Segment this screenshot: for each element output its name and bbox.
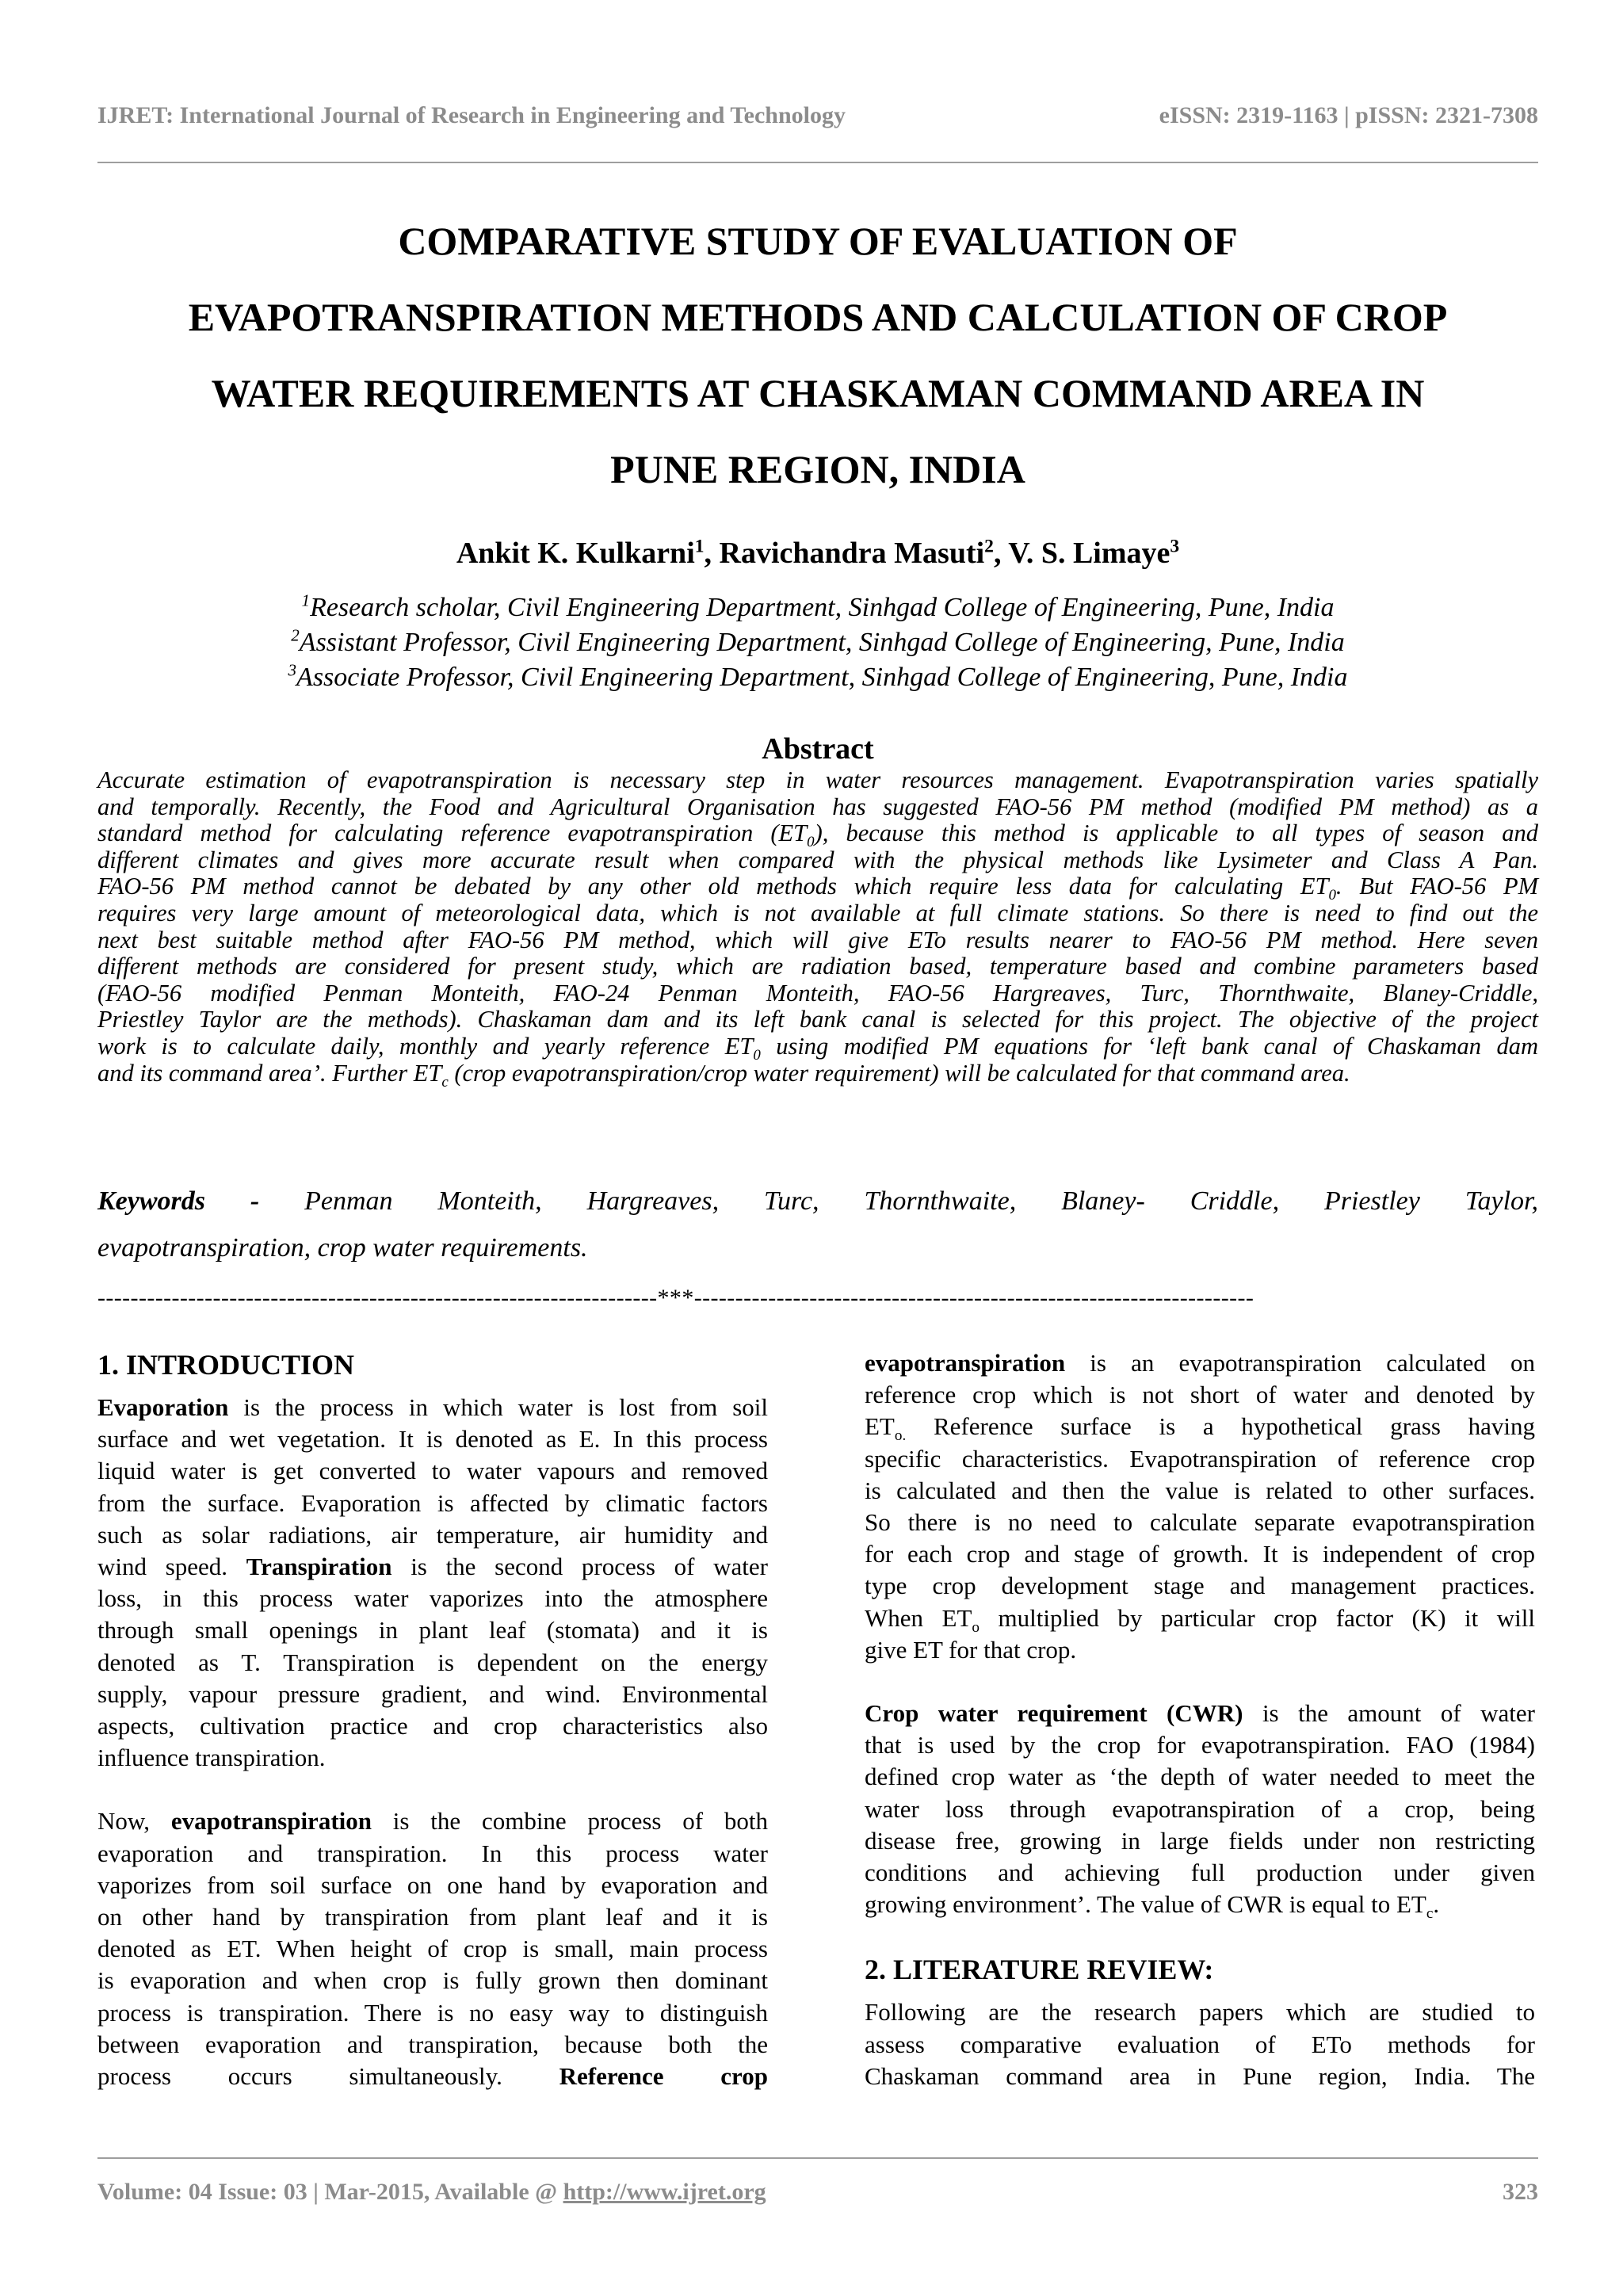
- text-line: Now, evapotranspiration is the combine process of both: [97, 1807, 768, 1836]
- keywords-label: Keywords -: [97, 1186, 260, 1216]
- text-line: supply, vapour pressure gradient, and wind. Environmental: [97, 1679, 768, 1708]
- title-line: EVAPOTRANSPIRATION METHODS AND CALCULATION OF CROP: [188, 295, 1448, 339]
- text-line: assess comparative evaluation of ETo methods for: [865, 2030, 1535, 2058]
- affiliation: $^2$Assistant Professor, Civil Engineering Department, Sinhgad College of Engineering, Pune, India: [291, 625, 1345, 657]
- footer-rule: [97, 2157, 1538, 2159]
- text-line: So there is no need to calculate separate evapotranspiration: [865, 1508, 1535, 1537]
- text-line: growing environment’. The value of CWR is equal to $ET_c$.: [865, 1890, 1440, 1923]
- issn-info: eISSN: 2319-1163 | pISSN: 2321-7308: [1159, 102, 1538, 128]
- text-line: surface and wet vegetation. It is denoted as E. In this process: [97, 1425, 768, 1454]
- text-line: from the surface. Evaporation is affected by climatic factors: [97, 1488, 768, 1517]
- abstract-heading: Abstract: [762, 732, 874, 766]
- author-mark: 1: [694, 536, 705, 557]
- text-line: disease free, growing in large fields under non restricting: [865, 1826, 1535, 1855]
- text-line: that is used by the crop for evapotranspiration. FAO (1984): [865, 1731, 1535, 1759]
- text-line: different climates and gives more accurate result when compared with the physical methods like Lysimeter and Class A Pan.: [97, 846, 1538, 873]
- text-line: conditions and achieving full production under given: [865, 1859, 1535, 1887]
- text-line: on other hand by transpiration from plant leaf and it is: [97, 1903, 768, 1931]
- affiliation-list: [97, 590, 1538, 695]
- text-line: vaporizes from soil surface on one hand by evaporation and: [97, 1870, 768, 1899]
- journal-link[interactable]: http://www.ijret.org: [563, 2179, 766, 2205]
- text-line: process occurs simultaneously. Reference crop: [97, 2062, 768, 2091]
- title-line: PUNE REGION, INDIA: [610, 447, 1025, 491]
- paper-title: [97, 203, 1538, 507]
- text-line: is calculated and then the value is related to other surfaces.: [865, 1476, 1535, 1504]
- text-line: reference crop which is not short of water and denoted by: [865, 1381, 1535, 1409]
- keywords-line: [97, 1178, 1538, 1224]
- keywords-text: Penman Monteith, Hargreaves, Turc, Thornthwaite, Blaney- Criddle, Priestley Taylor,: [304, 1186, 1539, 1216]
- text-line: different methods are considered for present study, which are radiation based, temperature based and combine parameters based: [97, 953, 1538, 980]
- text-line: such as solar radiations, air temperature, air humidity and: [97, 1520, 768, 1549]
- footer-volume: Volume: 04 Issue: 03 | Mar-2015, Available @ http://www.ijret.org: [97, 2179, 766, 2205]
- text-line: loss, in this process water vaporizes into the atmosphere: [97, 1584, 768, 1613]
- text-line: denoted as ET. When height of crop is small, main process: [97, 1935, 768, 1963]
- text-line: for each crop and stage of growth. It is independent of crop: [865, 1540, 1535, 1568]
- text-line: Crop water requirement (CWR) is the amount of water: [865, 1699, 1536, 1728]
- text-line: influence transpiration.: [97, 1744, 326, 1772]
- text-line: and temporally. Recently, the Food and Agricultural Organisation has suggested FAO-56 PM method (modified PM method) as a: [97, 793, 1538, 820]
- text-line: aspects, cultivation practice and crop characteristics also: [97, 1712, 768, 1740]
- text-line: Priestley Taylor are the methods). Chaskaman dam and its left bank canal is selected for this project. The objective of the project: [97, 1006, 1538, 1033]
- keywords-block: [97, 1178, 1538, 1271]
- author-list: Ankit K. Kulkarni$^1$, Ravichandra Masuti$^2$, V. S. Limaye$^3$: [456, 536, 1180, 570]
- author-name: V. S. Limaye: [1008, 537, 1170, 570]
- text-line: Evaporation is the process in which water is lost from soil: [97, 1393, 768, 1421]
- left-column: [97, 1347, 768, 2124]
- text-line: give ET for that crop.: [865, 1635, 1077, 1664]
- text-line: is evaporation and when crop is fully grown then dominant: [97, 1966, 768, 1995]
- text-line: through small openings in plant leaf (stomata) and it is: [97, 1616, 768, 1645]
- right-column: [865, 1347, 1535, 2124]
- text-line: type crop development stage and management practices.: [865, 1572, 1535, 1600]
- journal-name: IJRET: International Journal of Research in Engineering and Technology: [97, 102, 846, 128]
- text-line: process is transpiration. There is no easy way to distinguish: [97, 1998, 768, 2027]
- text-line: between evaporation and transpiration, because both the: [97, 2030, 768, 2058]
- text-line: Accurate estimation of evapotranspiration is necessary step in water resources management. Evapotranspiration varies spatially: [97, 766, 1538, 793]
- paragraph: [865, 1698, 1536, 1923]
- author-name: Ankit K. Kulkarni: [456, 537, 695, 570]
- text-line: requires very large amount of meteorological data, which is not available at full climate stations. So there is need to find out the: [97, 899, 1538, 926]
- abstract-body: [97, 766, 1538, 1091]
- section-heading: 2. LITERATURE REVIEW:: [865, 1954, 1214, 1986]
- text-line: Chaskaman command area in Pune region, India. The: [865, 2061, 1535, 2090]
- paragraph: [865, 1347, 1535, 1666]
- text-line: evapotranspiration is an evapotranspiration calculated on: [865, 1349, 1535, 1377]
- title-line: COMPARATIVE STUDY OF EVALUATION OF: [398, 219, 1238, 263]
- text-line: liquid water is get converted to water vapours and removed: [97, 1457, 768, 1485]
- page-number: 323: [1503, 2179, 1538, 2205]
- affiliation: $^3$Associate Professor, Civil Engineering Department, Sinhgad College of Engineering, Pune, India: [288, 660, 1348, 692]
- text-line: evaporation and transpiration. In this process water: [97, 1839, 768, 1867]
- text-line: defined crop water as ‘the depth of water needed to meet the: [865, 1763, 1535, 1791]
- author-mark: 3: [1170, 536, 1180, 557]
- affiliation: $^1$Research scholar, Civil Engineering Department, Sinhgad College of Engineering, Pune, India: [301, 590, 1335, 622]
- text-line: FAO-56 PM method cannot be debated by any other old methods which require less data for calculating $ET_0$. But FAO-56 PM: [97, 873, 1538, 904]
- header-rule: [97, 162, 1538, 163]
- author-name: Ravichandra Masuti: [719, 537, 985, 570]
- title-line: WATER REQUIREMENTS AT CHASKAMAN COMMAND AREA IN: [211, 371, 1425, 415]
- keywords-line: evapotranspiration, crop water requirements.: [97, 1233, 588, 1263]
- text-line: When $ET_o$ multiplied by particular crop factor (K) it will: [865, 1603, 1536, 1636]
- text-line: specific characteristics. Evapotranspiration of reference crop: [865, 1444, 1535, 1473]
- section-heading: 1. INTRODUCTION: [97, 1349, 355, 1381]
- paragraph: [97, 1805, 768, 2092]
- text-line: Following are the research papers which are studied to: [865, 1998, 1535, 2027]
- text-line: next best suitable method after FAO-56 PM method, which will give ETo results nearer to FAO-56 PM method. Here seven: [97, 926, 1538, 953]
- author-mark: 2: [984, 536, 994, 557]
- section-separator: --------------------------------------------------------------------***--------------------------------------------------------------------: [97, 1285, 1254, 1311]
- text-line: water loss through evapotranspiration of a crop, being: [865, 1794, 1535, 1823]
- text-line: wind speed. Transpiration is the second process of water: [97, 1553, 768, 1581]
- paragraph: [97, 1392, 768, 1774]
- text-line: (FAO-56 modified Penman Monteith, FAO-24 Penman Monteith, FAO-56 Hargreaves, Turc, Thornthwaite, Blaney-Criddle,: [97, 979, 1538, 1007]
- text-line: work is to calculate daily, monthly and yearly reference $ET_0$ using modified PM equations for ‘left bank canal of Chaskaman dam: [97, 1032, 1538, 1064]
- text-line: and its command area’. Further $ET_c$ (crop evapotranspiration/crop water requirement) will be calculated for that command area.: [97, 1059, 1350, 1091]
- paragraph: [865, 1996, 1535, 2092]
- text-line: denoted as T. Transpiration is dependent on the energy: [97, 1648, 768, 1676]
- text-line: standard method for calculating reference evapotranspiration $(ET_0)$, because this method is applicable to all types of season and: [97, 819, 1538, 851]
- text-line: $ET_{o.}$ Reference surface is a hypothetical grass having: [865, 1412, 1535, 1445]
